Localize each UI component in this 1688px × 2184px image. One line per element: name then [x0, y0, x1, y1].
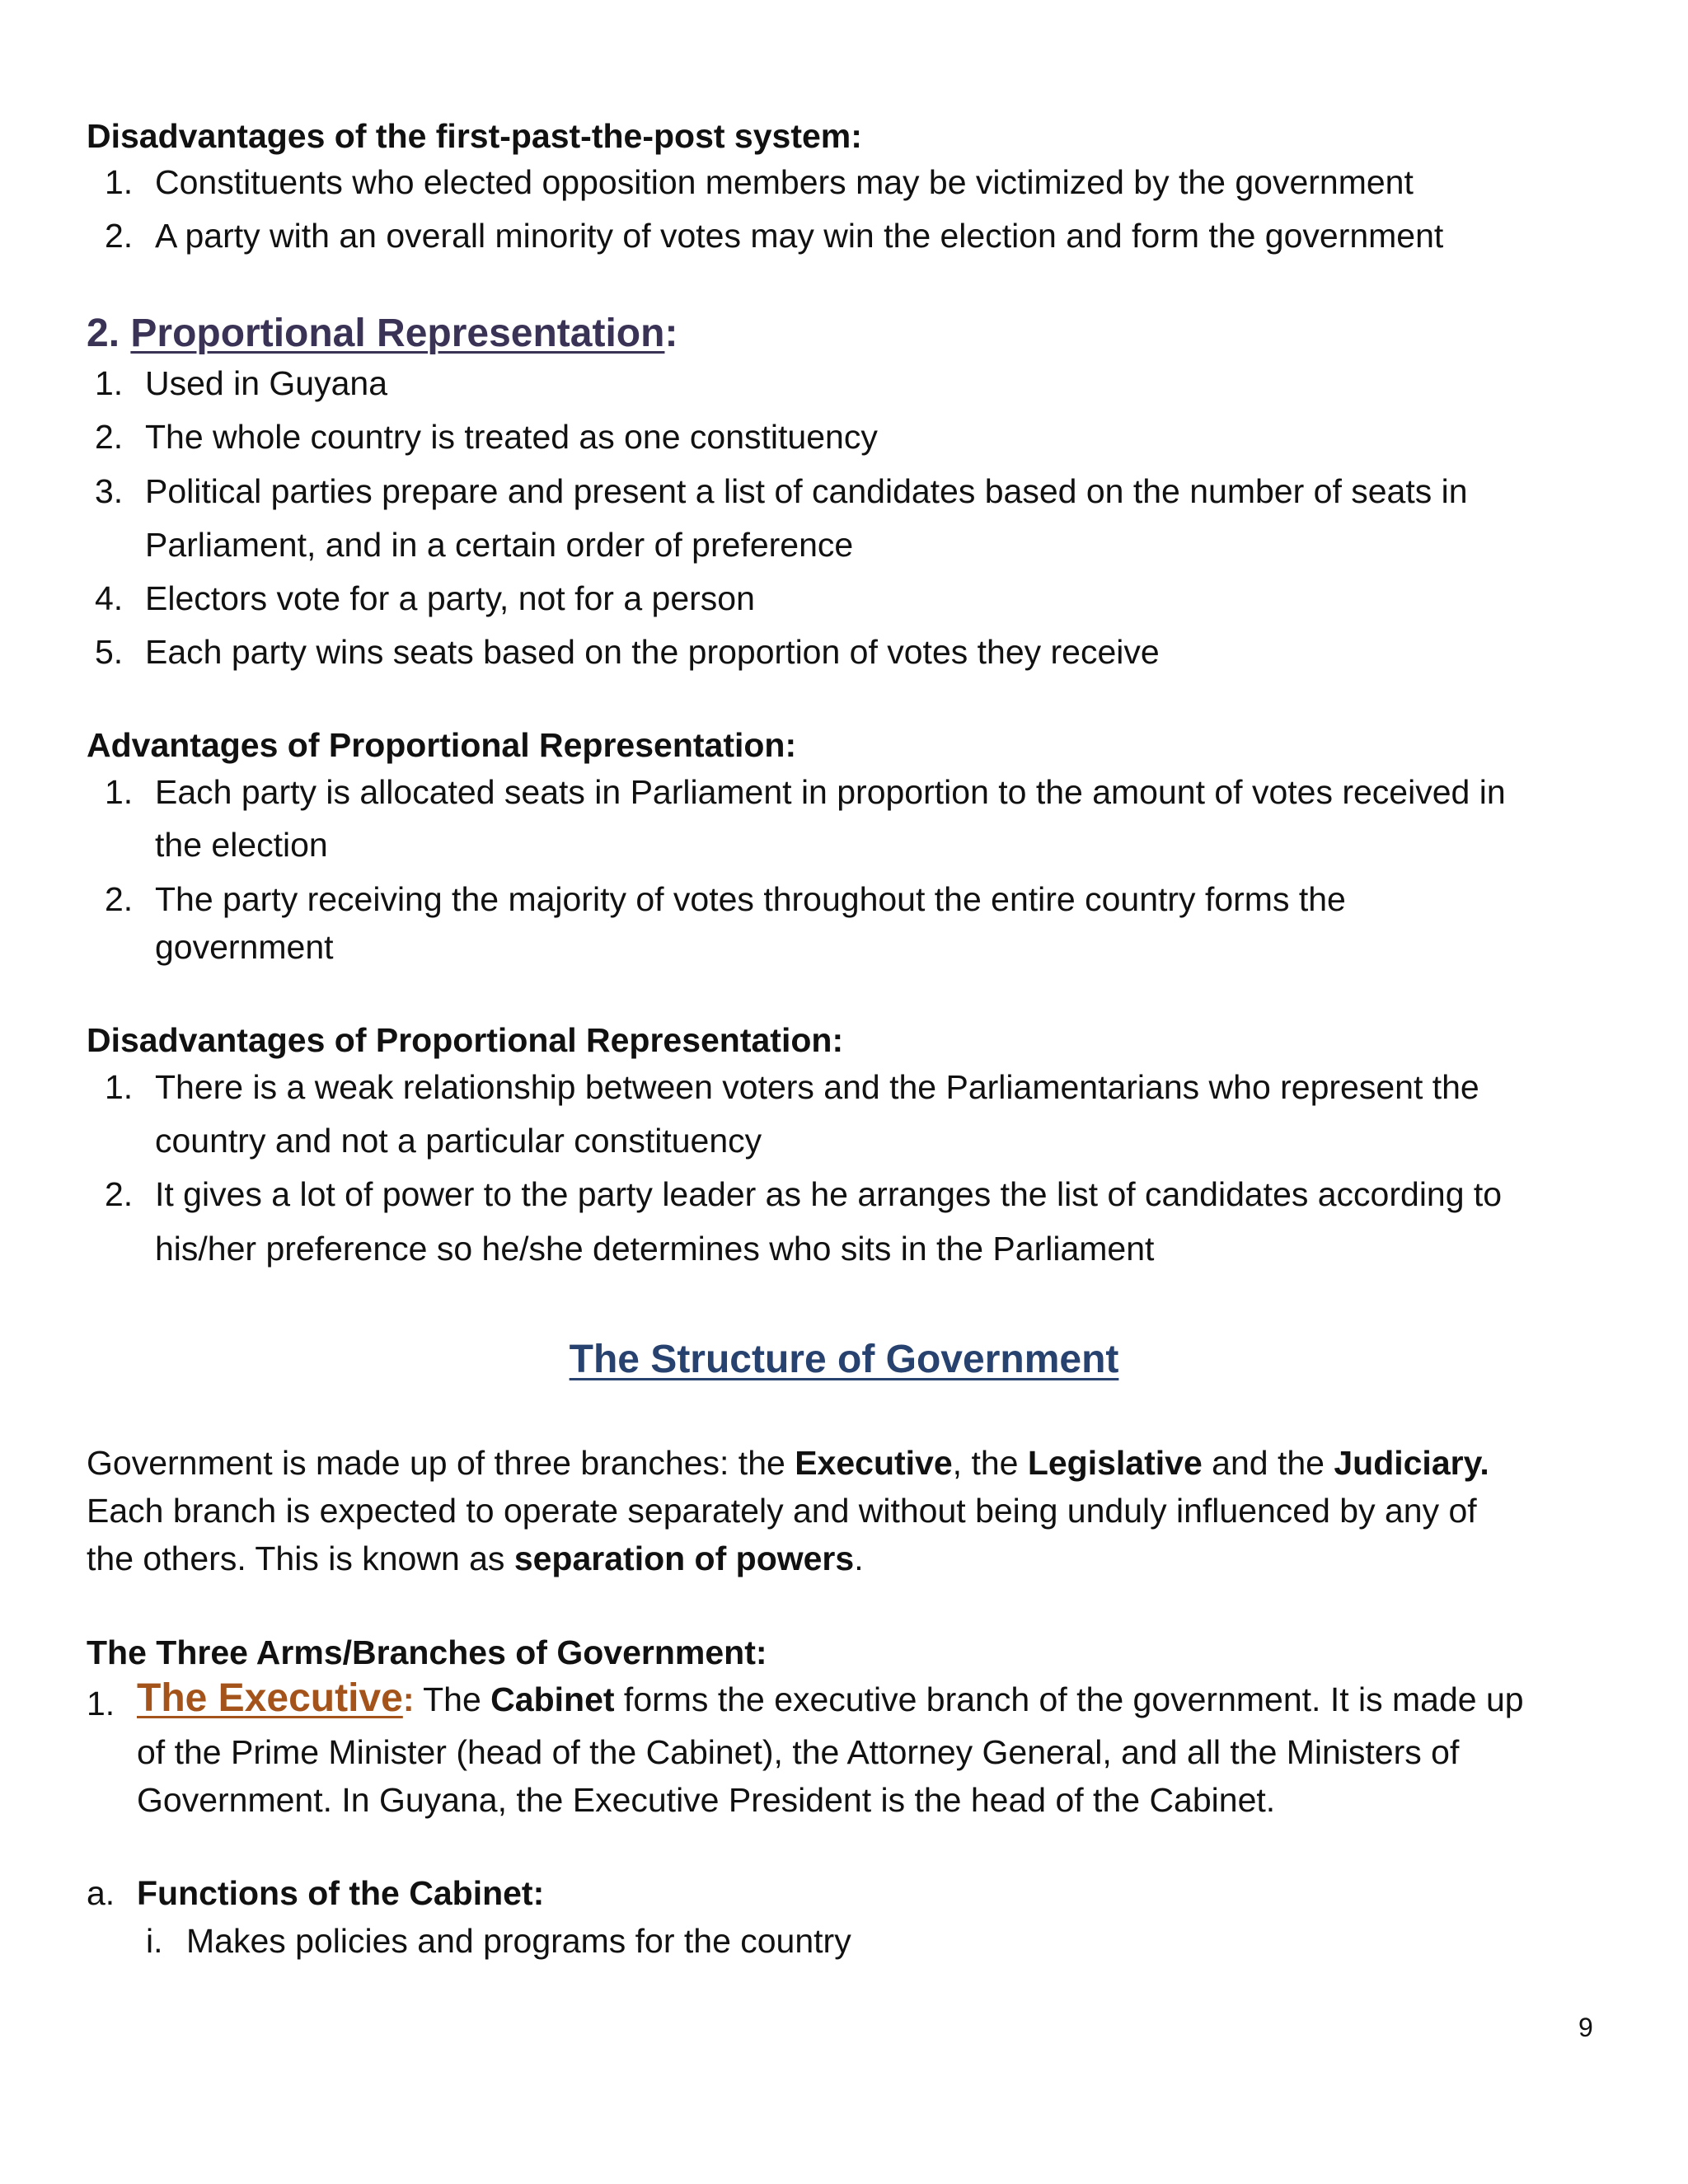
intro-separation-of-powers: separation of powers	[513, 1540, 855, 1577]
executive-line-2: of the Prime Minister (head of the Cabinet), the Attorney General, and all the Ministers of	[137, 1733, 1460, 1771]
list-item-text: The whole country is treated as one constituency	[145, 418, 878, 456]
executive-title	[137, 1676, 415, 1720]
list-item	[105, 215, 133, 256]
list-number: 2.	[105, 1175, 134, 1213]
list-number: 5.	[95, 633, 124, 671]
list-item-text: There is a weak relationship between voters and the Parliamentarians who represent the	[155, 1068, 1479, 1106]
list-number: 2.	[105, 880, 134, 918]
structure-intro-line-1	[87, 1442, 1489, 1483]
intro-judiciary: Judiciary.	[1334, 1444, 1489, 1482]
proportional-representation-title	[87, 309, 678, 359]
executive-title-text: The Executive	[137, 1676, 403, 1720]
list-item-text: Constituents who elected opposition members may be victimized by the government	[155, 163, 1414, 201]
list-number: 2.	[105, 217, 134, 255]
list-number: 1.	[87, 1685, 115, 1722]
list-item-text-continued: government	[155, 928, 334, 966]
intro-text: the others. This is known as	[87, 1540, 514, 1577]
roman-numeral: i.	[146, 1922, 163, 1960]
list-item-text: The party receiving the majority of votes throughout the entire country forms the	[155, 880, 1346, 918]
list-number: 2.	[95, 418, 124, 456]
structure-intro-line-2: Each branch is expected to operate separately and without being unduly influenced by any of	[87, 1492, 1477, 1530]
list-number: 3.	[95, 472, 124, 510]
list-item-text: A party with an overall minority of votes may win the election and form the government	[155, 217, 1444, 255]
executive-text: forms the executive branch of the government. It is made up	[614, 1680, 1524, 1718]
list-item-text: Used in Guyana	[145, 364, 388, 402]
list-number: 1.	[105, 163, 134, 201]
list-number: 4.	[95, 579, 124, 617]
cabinet-functions-heading: Functions of the Cabinet:	[137, 1874, 545, 1912]
page-number: 9	[1578, 2013, 1593, 2042]
intro-executive: Executive	[795, 1444, 953, 1482]
intro-text: , the	[952, 1444, 1028, 1482]
list-number: 1.	[105, 773, 134, 811]
list-item-text: Political parties prepare and present a list of candidates based on the number of seats in	[145, 472, 1468, 510]
list-item-text: Electors vote for a party, not for a person	[145, 579, 755, 617]
list-item-text: It gives a lot of power to the party leader as he arranges the list of candidates according to	[155, 1175, 1503, 1213]
structure-of-government-title: The Structure of Government	[569, 1338, 1119, 1381]
section-title-text: Proportional Representation	[130, 312, 665, 355]
list-number: 1.	[95, 364, 124, 402]
list-item-text-continued: country and not a particular constituency	[155, 1122, 762, 1160]
list-item-text-continued: the election	[155, 826, 328, 864]
fptp-disadvantages-heading: Disadvantages of the first-past-the-post system:	[87, 117, 862, 155]
section-number: 2.	[87, 312, 120, 355]
executive-text: The	[414, 1680, 491, 1718]
sub-list-letter: a.	[87, 1874, 115, 1912]
executive-line-3: Government. In Guyana, the Executive President is the head of the Cabinet.	[137, 1781, 1276, 1819]
list-item-text: Each party wins seats based on the proportion of votes they receive	[145, 633, 1160, 671]
intro-legislative: Legislative	[1027, 1444, 1203, 1482]
list-number: 1.	[105, 1068, 134, 1106]
list-item-text: Each party is allocated seats in Parliament in proportion to the amount of votes received in	[155, 773, 1506, 811]
three-arms-heading: The Three Arms/Branches of Government:	[87, 1633, 767, 1671]
pr-disadvantages-heading: Disadvantages of Proportional Representation:	[87, 1021, 844, 1059]
list-item-text-continued: Parliament, and in a certain order of preference	[145, 526, 854, 564]
intro-text: Government is made up of three branches: the	[87, 1444, 795, 1482]
section-title-colon: :	[664, 312, 678, 355]
intro-text: .	[854, 1540, 864, 1577]
structure-intro-line-3	[87, 1538, 864, 1579]
intro-text: and the	[1202, 1444, 1334, 1482]
list-item	[105, 162, 133, 203]
list-item-text-continued: his/her preference so he/she determines who sits in the Parliament	[155, 1230, 1155, 1268]
executive-line-1	[137, 1678, 1524, 1720]
list-item-text: Makes policies and programs for the country	[186, 1922, 851, 1960]
executive-title-colon: :	[402, 1680, 415, 1718]
pr-advantages-heading: Advantages of Proportional Representation:	[87, 726, 797, 764]
executive-cabinet: Cabinet	[490, 1680, 615, 1718]
